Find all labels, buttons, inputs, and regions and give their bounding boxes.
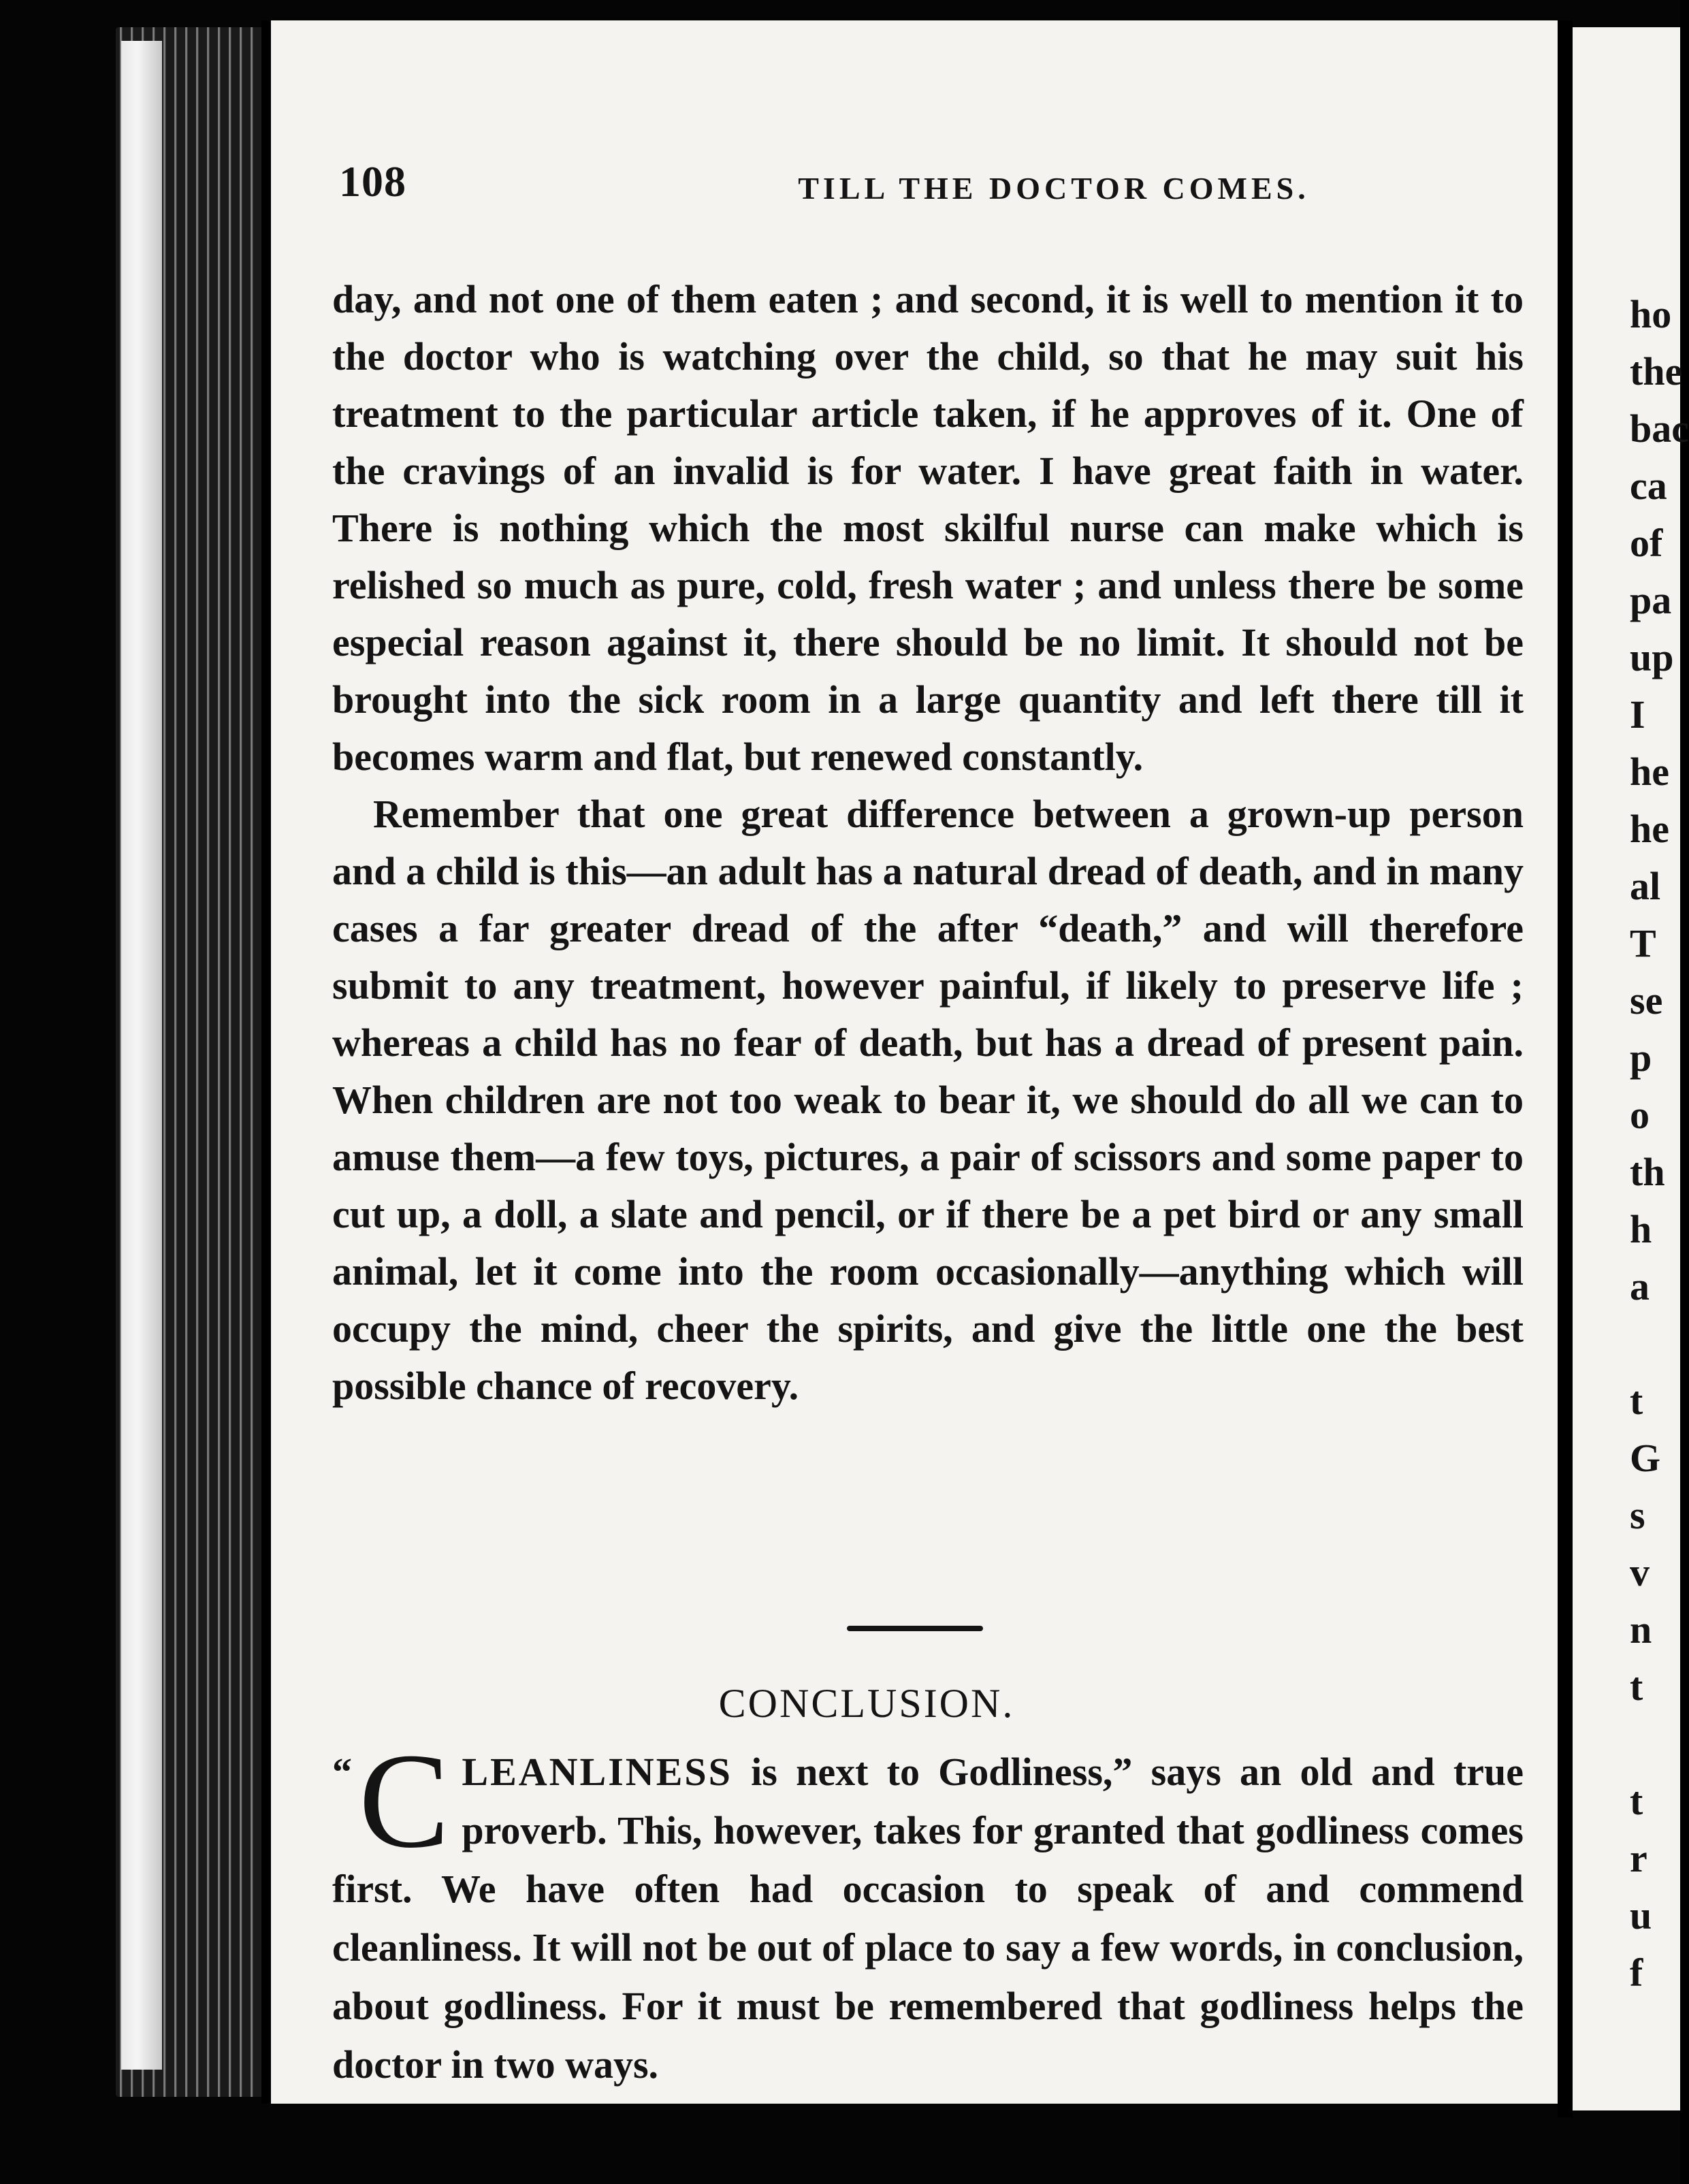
next-page-fragment: t	[1630, 1665, 1643, 1709]
paragraph: day, and not one of them eaten ; and second, it is well to mention it to the doctor who is watching over the child, so that he may suit his treatment to the particular article taken, if he approves of it. One of the cravings of an invalid is for water. I have great faith in water. There is nothing which the most skilful nurse can make which is relished so much as pure, cold, fresh water ; and unless there be some especial reason against it, there should be no limit. It should not be brought into the sick room in a large quantity and left there till it becomes warm and flat, but renewed constantly.	[332, 277, 1524, 779]
next-page-fragment: he	[1630, 807, 1669, 851]
opening-quote: “	[332, 1750, 352, 1794]
next-page-fragment: he	[1630, 750, 1669, 794]
caps-word: LEANLINESS	[462, 1750, 733, 1794]
next-page-fragment: p	[1630, 1035, 1652, 1080]
next-page-fragment: s	[1630, 1493, 1645, 1537]
next-page-fragment: v	[1630, 1550, 1650, 1594]
next-page-fragment: up	[1630, 635, 1674, 679]
next-page-fragment: I	[1630, 692, 1645, 737]
next-page-fragment: th	[1630, 1150, 1665, 1194]
next-page-fragment: al	[1630, 864, 1661, 908]
page-shadow	[261, 20, 271, 2104]
page-number: 108	[339, 157, 406, 206]
conclusion-body: is next to Godliness,” says an old and true proverb. This, however, takes for granted that godliness comes first. We have often had occasion to speak of and commend cleanliness. It will not be out of place to say a few words, in conclusion, about godliness. For it must be remembered that godliness helps the doctor in two ways.	[332, 1750, 1524, 2087]
paragraph: Remember that one great difference between a grown-up person and a child is this—an adult has a natural dread of death, and in many cases a far greater dread of the after “death,” and will therefore submit to any treatment, however painful, if likely to preserve life ; whereas a child has no fear of death, but has a dread of present pain. When children are not too weak to bear it, we should do all we can to amuse them—a few toys, pictures, a pair of scissors and some paper to cut up, a doll, a slate and pencil, or if there be a pet bird or any small animal, let it come into the room occasionally—anything which will occupy the mind, cheer the spirits, and give the little one the best possible chance of recovery.	[332, 792, 1524, 1408]
next-page-fragment	[1630, 1315, 1684, 1372]
next-page-fragment: of	[1630, 521, 1663, 565]
running-head: TILL THE DOCTOR COMES.	[798, 171, 1310, 206]
book-edge-highlight	[121, 41, 162, 2070]
next-page-fragment: ca	[1630, 464, 1667, 508]
next-page-fragment: f	[1630, 1950, 1643, 1995]
book-page	[271, 20, 1558, 2104]
next-page-fragment: bac	[1630, 406, 1689, 451]
next-page-fragment: T	[1630, 921, 1656, 965]
gutter	[1558, 20, 1573, 2117]
next-page-fragment: a	[1630, 1264, 1650, 1308]
conclusion-text	[332, 1726, 1524, 2094]
drop-cap: C	[359, 1726, 450, 1876]
next-page-fragment	[1630, 1716, 1684, 1773]
next-page-fragment: the	[1630, 349, 1683, 394]
next-page-text-fragments	[1630, 286, 1689, 2002]
next-page-fragment: ho	[1630, 292, 1672, 336]
body-text	[332, 271, 1524, 1415]
next-page-fragment: h	[1630, 1207, 1652, 1251]
next-page-fragment: n	[1630, 1607, 1652, 1652]
next-page-fragment: t	[1630, 1779, 1643, 1823]
next-page-fragment: se	[1630, 978, 1663, 1023]
next-page-fragment: t	[1630, 1379, 1643, 1423]
next-page-fragment: r	[1630, 1836, 1647, 1880]
next-page-fragment: u	[1630, 1893, 1652, 1938]
section-title: CONCLUSION.	[718, 1681, 1015, 1726]
next-page-fragment: G	[1630, 1436, 1661, 1480]
next-page-fragment: o	[1630, 1093, 1650, 1137]
section-divider	[847, 1626, 983, 1631]
next-page-fragment: pa	[1630, 578, 1672, 622]
conclusion-paragraph	[332, 1726, 1524, 2094]
